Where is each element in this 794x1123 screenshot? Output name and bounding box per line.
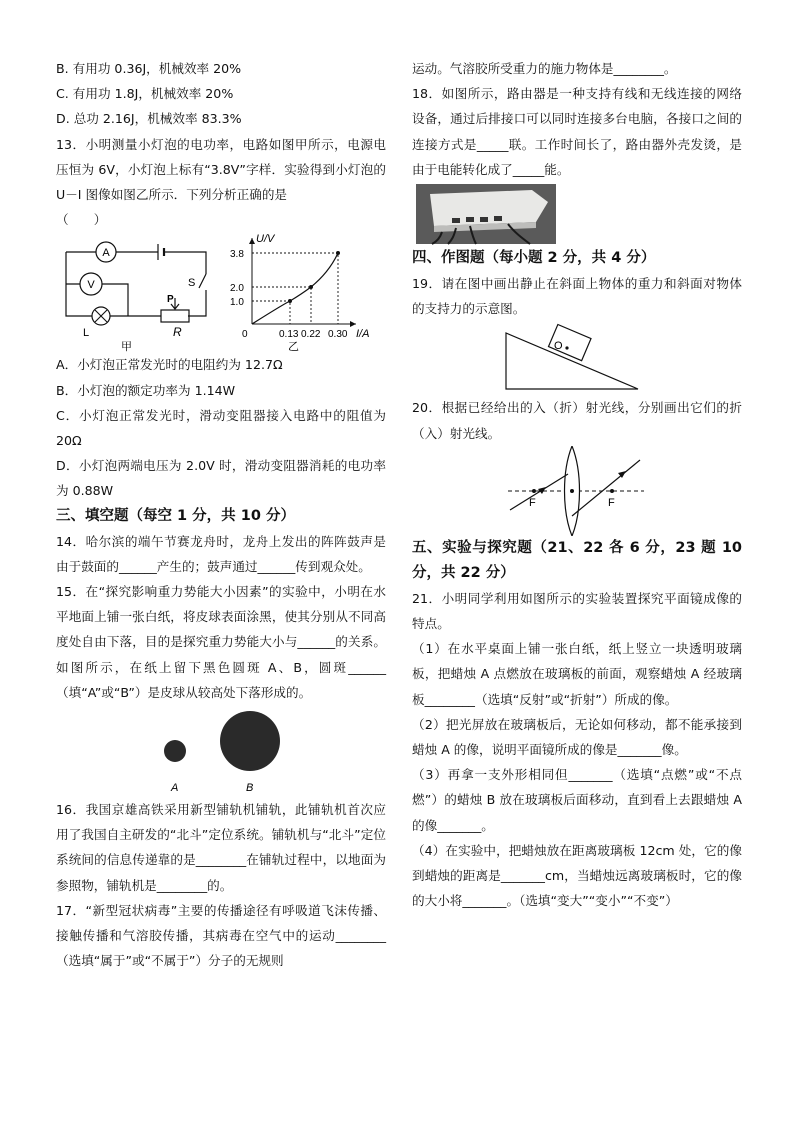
graph-xtick: 0.22 [301,329,321,341]
optical-center-dot [570,489,574,493]
q12-option-b: B. 有用功 0.36J，机械效率 20% [56,61,242,76]
q13-stem: 13．小明测量小灯泡的电功率，电路如图甲所示，电源电压恒为 6V，小灯泡上标有“3.8V”字样．实验得到小灯泡的 U－I 图像如图乙所示．下列分析正确的是 [56,136,386,203]
graph-origin: 0 [242,329,248,341]
router-photo [412,182,742,246]
incident-ray-right [572,460,640,516]
block-center-dot [565,347,568,350]
q13-option-b: B．小灯泡的额定功率为 1.14W [56,382,236,398]
section-3-heading: 三、填空题（每空 1 分，共 10 分） [56,507,295,524]
graph-ytick: 2.0 [230,283,244,295]
incline-figure [412,321,742,395]
section-5-heading: 五、实验与探究题（21、22 各 6 分，23 题 10 分，共 22 分） [412,539,742,581]
graph-ytick: 3.8 [230,249,244,261]
lamp-label: L [83,327,90,340]
graph-y-label: U/V [256,233,275,246]
q21-part-4: （4）在实验中，把蜡烛放在距离玻璃板 12cm 处，它的像到蜡烛的距离是_______cm，当蜡烛远离玻璃板时，它的像的大小将_______。（选填“变大”“变小”“不变”） [412,842,742,909]
q14-text: 14．哈尔滨的端午节赛龙舟时，龙舟上发出的阵阵鼓声是由于鼓面的______产生的；鼓声通过______传到观众处。 [56,533,386,574]
section-4-heading: 四、作图题（每小题 2 分，共 4 分） [412,250,656,267]
q13-answer-bracket: （ ） [56,212,107,228]
q20-text: 20．根据已经给出的入（折）射光线，分别画出它们的折（入）射光线。 [412,400,742,441]
right-column [412,56,742,913]
q18-text: 18．如图所示，路由器是一种支持有线和无线连接的网络设备，通过后排接口可以同时连接多台电脑，各接口之间的连接方式是_____联。工作时间长了，路由器外壳发烫，是由于电能转化成了_____能。 [412,86,742,177]
spot-a-label: A [171,782,179,795]
focus-left-dot [532,489,536,493]
switch-label: S [188,277,196,290]
focus-right-dot [610,489,614,493]
q13-option-c: C．小灯泡正常发光时，滑动变阻器接入电路中的阻值为 20Ω [56,407,386,449]
q15-figure [56,705,386,797]
ammeter-label: A [102,247,110,260]
q13-option-d: D．小灯泡两端电压为 2.0V 时，滑动变阻器消耗的电功率为 0.88W [56,458,386,499]
graph-xtick: 0.30 [328,329,348,341]
q13-figures [56,232,386,352]
spot-b-icon [220,711,280,771]
ui-graph [249,238,356,327]
incident-ray-left [510,474,568,510]
graph-ytick: 1.0 [230,297,244,309]
focus-left-label: F [529,496,536,509]
voltmeter-label: V [87,279,95,292]
figure-caption-yi: 乙 [288,341,299,353]
q15-text: 15．在“探究影响重力势能大小因素”的实验中，小明在水平地面上铺一张白纸，将皮球表面涂黑，使其分别从不同高度处自由下落，目的是探究重力势能大小与______的关系。如图所示，在纸上留下黑色圆斑 A、B，圆斑______（填“A”或“B”）是皮球从较高处下落形成的。 [56,584,386,700]
slider-label: P [167,294,174,306]
spot-a-icon [164,740,186,762]
figure-caption-jia: 甲 [121,341,132,353]
q21-stem: 21．小明同学利用如图所示的实验装置探究平面镜成像的特点。 [412,590,742,632]
q21-part-2: （2）把光屏放在玻璃板后，无论如何移动，都不能承接到蜡烛 A 的像，说明平面镜所成的像是_______像。 [412,716,742,758]
block-center-label: O [554,340,563,353]
q12-option-c: C. 有用功 1.8J，机械效率 20% [56,86,234,102]
left-column [56,56,386,973]
focus-right-label: F [608,496,615,509]
q19-text: 19．请在图中画出静止在斜面上物体的重力和斜面对物体的支持力的示意图。 [412,276,742,317]
q21-part-3: （3）再拿一支外形相同但_______（选填“点燃”或“不点燃”）的蜡烛 B 放在玻璃板后面移动，直到看上去跟蜡烛 A 的像_______。 [412,767,742,833]
rheostat-label: R [173,325,182,340]
graph-xtick: 0.13 [279,329,299,341]
q21-part-1: （1）在水平桌面上铺一张白纸，纸上竖立一块透明玻璃板，把蜡烛 A 点燃放在玻璃板的前面，观察蜡烛 A 经玻璃板________（选填“反射”或“折射”）所成的像。 [412,641,742,707]
q17-text: 17．“新型冠状病毒”主要的传播途径有呼吸道飞沫传播、接触传播和气溶胶传播，其病毒在空气中的运动________（选填“属于”或“不属于”）分子的无规则 [56,902,386,969]
lens-figure [412,446,742,536]
q12-option-d: D. 总功 2.16J，机械效率 83.3% [56,111,242,127]
q17-continued: 运动。气溶胶所受重力的施力物体是________。 [412,61,677,76]
q16-text: 16．我国京雄高铁采用新型铺轨机铺轨，此铺轨机首次应用了我国自主研发的“北斗”定位系统。铺轨机与“北斗”定位系统间的信息传递靠的是________在铺轨过程中，以地面为参照物，铺轨机是________的。 [56,802,386,893]
graph-x-label: I/A [356,328,370,341]
spot-b-label: B [246,782,254,795]
q13-option-a: A．小灯泡正常发光时的电阻约为 12.7Ω [56,357,283,373]
